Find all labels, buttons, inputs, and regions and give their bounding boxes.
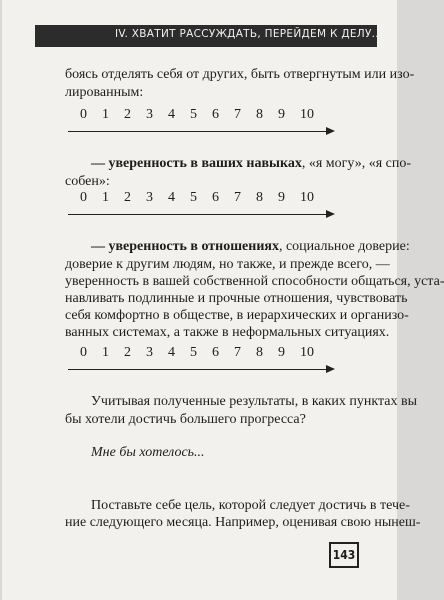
scale-value: 0 <box>80 345 87 360</box>
arrow-icon <box>326 210 335 218</box>
paragraph-line: навливать подлинные и прочные отношения, чувствовать <box>65 291 408 306</box>
scale-axis-line <box>68 131 330 132</box>
scale-value: 5 <box>190 345 197 360</box>
scale-value: 3 <box>146 107 153 122</box>
scale-axis-line <box>68 214 330 215</box>
scale-value: 10 <box>300 190 314 205</box>
scale-value: 3 <box>146 190 153 205</box>
scale-axis-line <box>68 369 330 370</box>
scale-value: 2 <box>124 107 131 122</box>
rating-scale-2 <box>68 190 334 220</box>
paragraph-line <box>91 155 411 172</box>
scale-value: 2 <box>124 345 131 360</box>
scale-value: 6 <box>212 107 219 122</box>
scale-value: 4 <box>168 190 175 205</box>
scale-value: 4 <box>168 107 175 122</box>
paragraph-line: собен»: <box>65 174 110 189</box>
relations-heading-rest: , социальное доверие: <box>278 239 410 254</box>
scale-value: 8 <box>256 107 263 122</box>
scale-value: 8 <box>256 345 263 360</box>
scale-value: 9 <box>278 190 285 205</box>
paragraph-line: лированным: <box>65 85 144 100</box>
scale-numbers <box>80 345 322 361</box>
paragraph-line: ние следующего месяца. Например, оценивая свою нынеш- <box>65 515 421 530</box>
scale-value: 1 <box>102 107 109 122</box>
scale-value: 9 <box>278 345 285 360</box>
scale-value: 2 <box>124 190 131 205</box>
paragraph-line: Поставьте себе цель, которой следует достичь в тече- <box>91 498 410 513</box>
page-number: 143 <box>329 542 359 568</box>
scale-value: 1 <box>102 345 109 360</box>
scale-numbers <box>80 107 322 123</box>
arrow-icon <box>326 127 335 135</box>
rating-scale-1 <box>68 107 334 137</box>
scale-value: 5 <box>190 190 197 205</box>
paragraph-line: боясь отделять себя от других, быть отвергнутым или изо- <box>65 67 415 82</box>
scale-value: 1 <box>102 190 109 205</box>
scale-numbers <box>80 190 322 206</box>
paragraph-line: доверие к другим людям, но также, и прежде всего, — <box>65 257 390 272</box>
scale-value: 7 <box>234 107 241 122</box>
arrow-icon <box>326 365 335 373</box>
paragraph-line: Учитывая полученные результаты, в каких пунктах вы <box>91 394 418 409</box>
scale-value: 7 <box>234 190 241 205</box>
scale-value: 3 <box>146 345 153 360</box>
scale-value: 6 <box>212 190 219 205</box>
scale-value: 10 <box>300 107 314 122</box>
paragraph-line: ванных системах, а также в неформальных ситуациях. <box>65 325 390 340</box>
answer-prompt: Мне бы хотелось... <box>91 445 205 460</box>
rating-scale-3 <box>68 345 334 375</box>
paragraph-line: бы хотели достичь большего прогресса? <box>65 412 306 427</box>
scale-value: 0 <box>80 190 87 205</box>
scale-value: 10 <box>300 345 314 360</box>
scale-value: 9 <box>278 107 285 122</box>
chapter-header-bar <box>35 25 383 47</box>
paragraph-line: уверенность в вашей собственной способности общаться, уста- <box>65 274 444 289</box>
scale-value: 4 <box>168 345 175 360</box>
paragraph-line: себя комфортно в обществе, в иерархических и организо- <box>65 308 409 323</box>
chapter-title: IV. ХВАТИТ РАССУЖДАТЬ, ПЕРЕЙДЕМ К ДЕЛУ... <box>115 28 383 40</box>
scale-value: 5 <box>190 107 197 122</box>
relations-heading: — уверенность в отношениях <box>91 239 279 254</box>
book-page <box>2 0 444 600</box>
scale-value: 7 <box>234 345 241 360</box>
paragraph-line <box>91 238 410 255</box>
skills-heading: — уверенность в ваших навыках <box>91 156 302 171</box>
scale-value: 0 <box>80 107 87 122</box>
skills-heading-rest: , «я могу», «я спо- <box>301 156 412 171</box>
scale-value: 8 <box>256 190 263 205</box>
scale-value: 6 <box>212 345 219 360</box>
